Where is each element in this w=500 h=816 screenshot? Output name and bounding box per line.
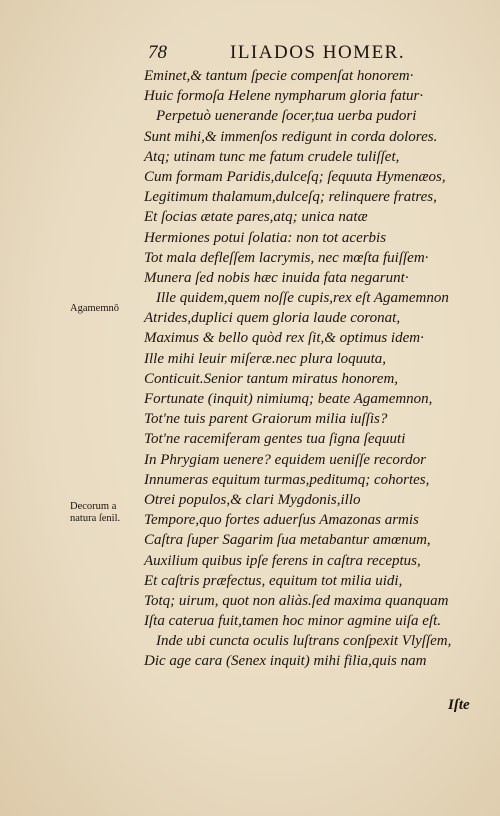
verse-line: Et ſocias ætate pares,atq; unica natæ [144,209,368,226]
verse-line: Sunt mihi,& immenſos redigunt in corda dolores. [144,128,438,145]
verse-line: Iſta caterua fuit,tamen hoc minor agmine uiſa eſt. [144,613,442,630]
verse-line: Perpetuò uenerande ſocer,tua uerba pudori [156,108,417,125]
verse-line: Munera ſed nobis hæc inuida fata negarunt· [144,269,409,286]
page-number: 78 [148,42,167,63]
verse-line: Huic formoſa Helene nympharum gloria fatur· [144,88,424,105]
verse-line: Atq; utinam tunc me fatum crudele tuliſſet, [144,148,400,165]
verse-line: Auxilium quibus ipſe ferens in caſtra receptus, [144,552,421,569]
verse-line: Eminet,& tantum ſpecie compenſat honorem· [144,68,414,84]
verse-line: Ille mihi leuir miſeræ.nec plura loquuta, [144,350,387,367]
margin-note-decorum: Decorum a natura ſenil. [70,501,121,524]
verse-line: In Phrygiam uenere? equidem ueniſſe recordor [144,451,427,468]
verse-line: Maximus & bello quòd rex ſit,& optimus idem· [144,330,424,347]
verse-line: Dic age cara (Senex inquit) mihi filia,quis nam [144,653,427,670]
verse-block [144,66,474,672]
verse-line: Tot mala defleſſem lacrymis, nec mœſta fuiſſem· [144,249,429,266]
verse-line: Ille quidem,quem noſſe cupis,rex eſt Agamemnon [156,290,449,307]
verse-line: Totq; uirum, quot non aliàs.ſed maxima quanquam [144,592,449,609]
verse-line: Tot'ne tuis parent Graiorum milia iuſſis? [144,411,388,428]
verse-line: Legitimum thalamum,dulceſq; relinquere fratres, [144,189,437,206]
verse-line: Et caſtris præfectus, equitum tot milia uidi, [144,572,403,589]
verse-line: Hermiones potui ſolatia: non tot acerbis [144,229,387,246]
verse-line: Otrei populos,& clari Mygdonis,illo [144,491,361,508]
verse-line: Atrides,duplici quem gloria laude coronat, [144,310,401,327]
verse-line: Cum formam Paridis,dulceſq; ſequuta Hymenæos, [144,168,446,185]
verse-line: Fortunate (inquit) nimiumq; beate Agamemnon, [144,391,433,407]
running-head [148,42,448,66]
running-title: ILIADOS HOMER. [230,42,406,63]
verse-line: Tot'ne racemiferam gentes tua ſigna ſequuti [144,431,406,448]
verse-line: Caſtra ſuper Sagarim ſua metabantur amœnum, [144,532,431,549]
catchword: Iſte [448,697,470,713]
verse-line: Innumeras equitum turmas,peditumq; cohortes, [144,471,430,488]
verse-line: Conticuit.Senior tantum miratus honorem, [144,370,399,387]
verse-line: Tempore,quo fortes aduerſus Amazonas armis [144,512,419,529]
margin-note-agamemnon: Agamemnō [70,303,119,314]
verse-line: Inde ubi cuncta oculis luſtrans conſpexit Vlyſſem, [156,633,452,650]
